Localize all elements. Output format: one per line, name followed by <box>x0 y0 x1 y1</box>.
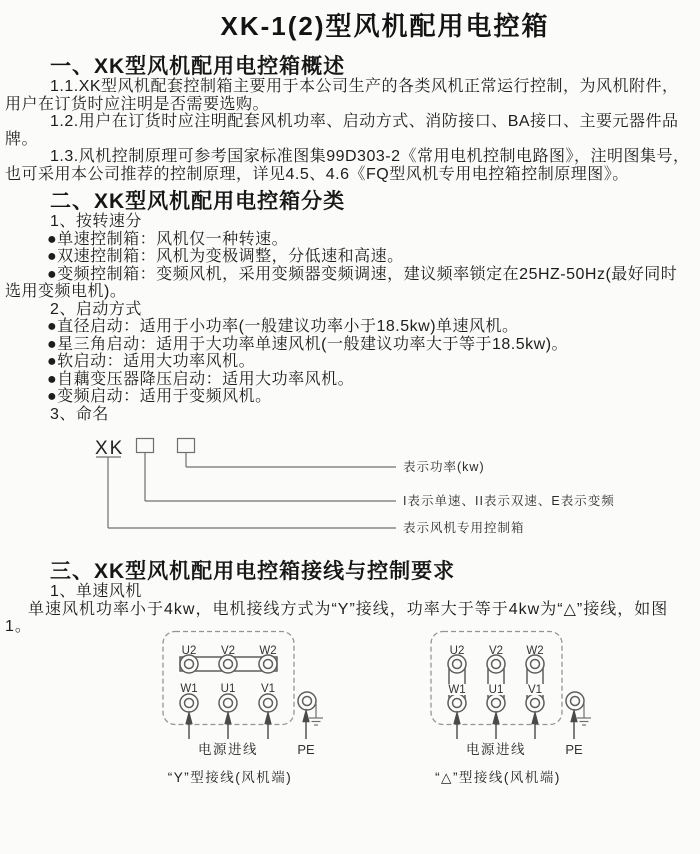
section3-heading: 三、XK型风机配用电控箱接线与控制要求 <box>50 560 456 583</box>
bullet-star-delta-start: ●星三角启动：适用于大功率单速风机(一般建议功率大于等于18.5kw)。 <box>47 335 569 353</box>
y-terminal-label-w1: W1 <box>180 682 198 695</box>
naming-callout-lines <box>96 453 396 529</box>
section2-heading: 二、XK型风机配用电控箱分类 <box>50 190 346 213</box>
delta-diagram-caption: “△”型接线(风机端) <box>435 769 561 785</box>
naming-callout-speed-type: I表示单速、II表示双速、E表示变频 <box>403 494 615 508</box>
wiring-diagrams-svg <box>0 630 700 798</box>
start-label: 2、启动方式 <box>50 300 142 318</box>
diagram-delta-wiring <box>431 631 591 785</box>
paragraph-1-2: 1.2.用户在订货时应注明配套风机功率、启动方式、消防接口、BA接口、主要元器件品牌。 <box>5 113 679 148</box>
paragraph-1-3: 1.3.风机控制原理可参考国家标准图集99D303-2《常用电机控制电路图》，注明图集号，也可采用本公司推荐的控制原理，详见4.5、4.6《FQ型风机专用电控箱控制原理图》。 <box>5 148 690 183</box>
y-terminal-label-w2: W2 <box>259 644 277 657</box>
wiring-paragraph: 单速风机功率小于4kw，电机接线方式为“Y”接线，功率大于等于4kw为“△”接线，如图1。 <box>5 600 669 635</box>
delta-terminal-label-u1: U1 <box>488 683 504 696</box>
delta-terminal-label-w1: W1 <box>448 683 466 696</box>
y-terminal-label-v1: V1 <box>260 682 276 695</box>
naming-diagram <box>0 423 700 555</box>
delta-terminal-label-u2: U2 <box>449 644 465 657</box>
delta-terminal-label-v2: V2 <box>488 644 504 657</box>
speed-label: 1、按转速分 <box>50 213 142 230</box>
page-title: XK-1(2)型风机配用电控箱 <box>220 11 550 41</box>
naming-callout-power: 表示功率(kw) <box>403 460 485 474</box>
naming-box-power <box>178 439 195 453</box>
bullet-vfd-start: ●变频启动：适用于变频风机。 <box>47 388 272 405</box>
diagram-y-wiring <box>163 631 323 785</box>
bullet-soft-start: ●软启动：适用大功率风机。 <box>47 353 256 370</box>
delta-power-inlet-label: 电源进线 <box>466 741 526 757</box>
wiring-diagrams <box>0 630 700 798</box>
y-terminal-label-v2: V2 <box>220 644 236 657</box>
single-speed-fan-label: 1、单速风机 <box>50 583 142 600</box>
bullet-single-speed: ●单速控制箱：风机仅一种转速。 <box>47 230 289 248</box>
paragraph-1-1: 1.1.XK型风机配套控制箱主要用于本公司生产的各类风机正常运行控制，为风机附件，用户在订货时应注明是否需要选购。 <box>5 78 679 113</box>
y-diagram-caption: “Y”型接线(风机端) <box>167 769 293 785</box>
y-power-inlet-label: 电源进线 <box>198 741 258 757</box>
bullet-vfd: ●变频控制箱：变频风机，采用变频器变频调速，建议频率锁定在25HZ-50Hz(最好同时选用变频电机)。 <box>5 265 678 300</box>
delta-terminal-label-v1: V1 <box>527 683 543 696</box>
delta-terminals <box>448 655 584 712</box>
bullet-double-speed: ●双速控制箱：风机为变极调整，分低速和高速。 <box>47 248 404 265</box>
naming-box-speed <box>137 439 154 453</box>
naming-diagram-svg <box>0 423 700 555</box>
bullet-direct-start: ●直径启动：适用于小功率(一般建议功率小于18.5kw)单速风机。 <box>47 318 519 335</box>
y-terminal-label-u1: U1 <box>220 682 236 695</box>
delta-pe-label: PE <box>565 741 583 757</box>
naming-code-boxes <box>137 439 195 453</box>
y-terminal-label-u2: U2 <box>181 644 197 657</box>
naming-callout-box-type: 表示风机专用控制箱 <box>403 521 525 535</box>
section1-heading: 一、XK型风机配用电控箱概述 <box>50 55 346 78</box>
y-pe-label: PE <box>297 741 315 757</box>
naming-label: 3、命名 <box>50 405 109 423</box>
delta-terminal-label-w2: W2 <box>526 644 544 657</box>
naming-prefix: XK <box>95 438 125 459</box>
bullet-autotransformer-start: ●自藕变压器降压启动：适用大功率风机。 <box>47 370 355 388</box>
